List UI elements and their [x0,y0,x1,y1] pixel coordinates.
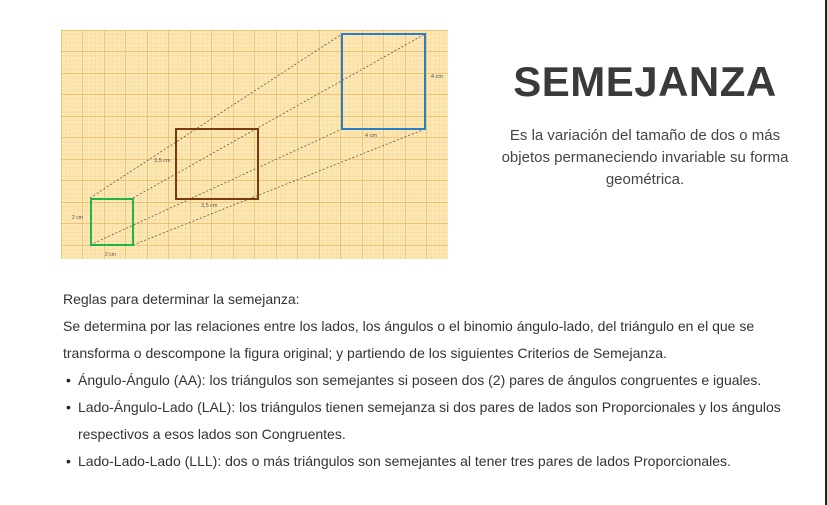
small-square-bottom-label: 2 cm [105,252,116,258]
criteria-item-lal: • Lado-Ángulo-Lado (LAL): los triángulos tienen semejanza si dos pares de lados son Proporcionales y los ángulos respectivos a esos lados son Congruentes. [63,394,803,448]
big-square-bottom-label: 4 cm [365,133,377,139]
page-title: SEMEJANZA [513,58,777,105]
similarity-figure [61,30,448,259]
small-square-side-label: 2 cm [72,215,83,221]
mid-square-bottom-label: 3,5 cm [201,203,218,209]
criteria-item-lll: • Lado-Lado-Lado (LLL): dos o más triángulos son semejantes al tener tres pares de lados Proporcionales. [63,448,803,475]
rules-section [63,286,803,475]
criteria-item-aa: • Ángulo-Ángulo (AA): los triángulos son semejantes si poseen dos (2) pares de ángulos congruentes e iguales. [63,367,803,394]
big-square-side-label: 4 cm [431,74,443,80]
rules-heading: Reglas para determinar la semejanza: [63,291,300,307]
rules-intro: Se determina por las relaciones entre los lados, los ángulos o el binomio ángulo-lado, del triángulo en el que se transforma o descompone la figura original; y partiendo de los siguientes Criterios de Semejanza. [63,318,755,361]
graph-paper-illustration [61,30,448,259]
page-subtitle: Es la variación del tamaño de dos o más objetos permaneciendo invariable su forma geométrica. [501,127,789,188]
grid-lines [61,30,448,259]
mid-square-side-label: 3,5 cm [154,158,171,164]
criteria-list [63,367,803,475]
